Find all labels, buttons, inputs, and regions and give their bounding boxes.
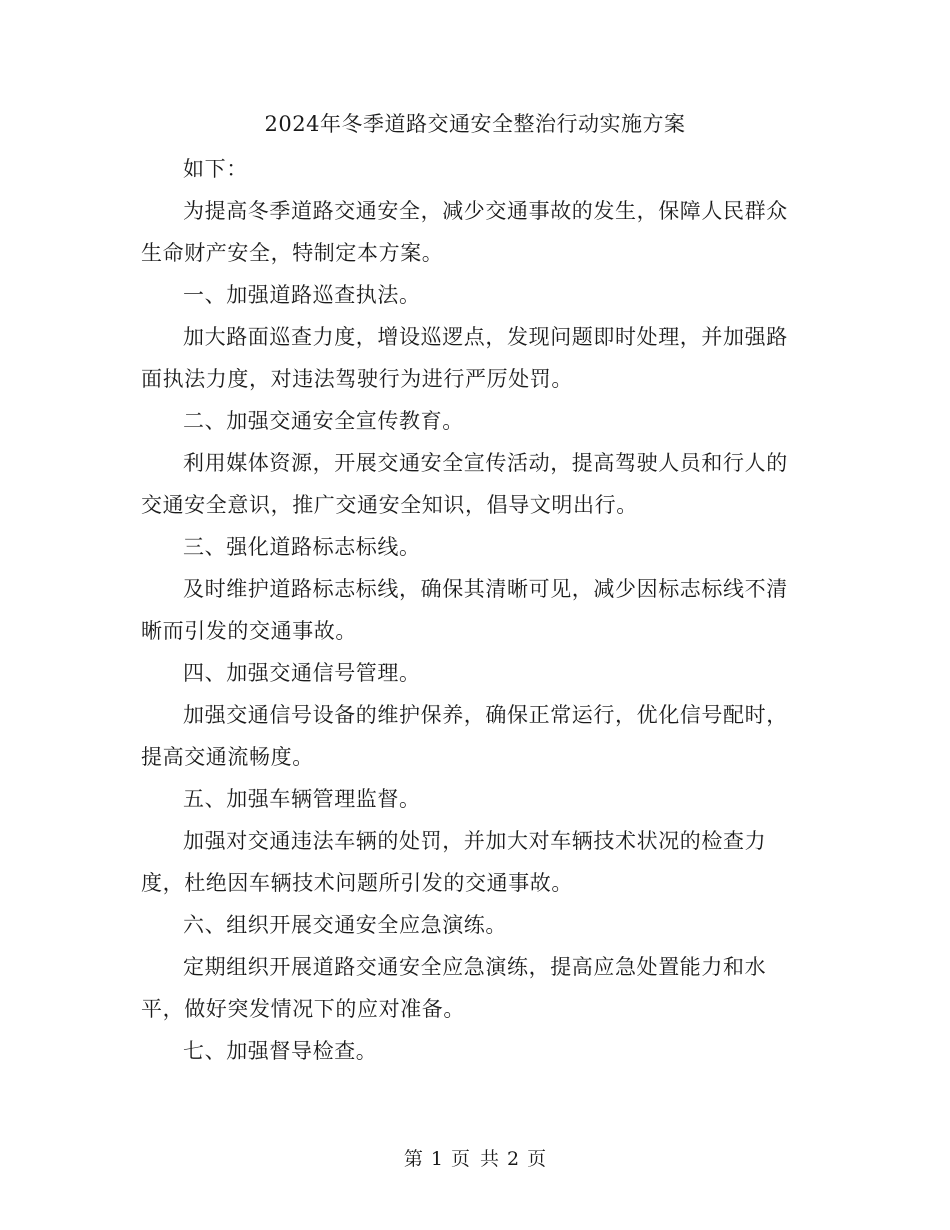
section-body-1: 加大路面巡查力度，增设巡逻点，发现问题即时处理，并加强路面执法力度，对违法驾驶行为进行严厉处罚。 bbox=[141, 325, 788, 391]
section-heading-7: 七、加强督导检查。 bbox=[183, 1039, 378, 1063]
paragraph-intro: 如下： bbox=[183, 157, 248, 181]
section-heading-4: 四、加强交通信号管理。 bbox=[183, 661, 421, 685]
page-footer bbox=[0, 1144, 950, 1174]
page-label-suffix: 页 bbox=[527, 1148, 547, 1170]
page-label-prefix: 第 bbox=[403, 1148, 423, 1170]
section-heading-3: 三、强化道路标志标线。 bbox=[183, 535, 421, 559]
document-body bbox=[141, 148, 801, 1072]
section-body-5: 加强对交通违法车辆的处罚，并加大对车辆技术状况的检查力度，杜绝因车辆技术问题所引发的交通事故。 bbox=[141, 829, 767, 895]
section-body-3: 及时维护道路标志标线，确保其清晰可见，减少因标志标线不清晰而引发的交通事故。 bbox=[141, 577, 788, 643]
page-label-mid: 页 共 bbox=[450, 1148, 500, 1170]
section-heading-5: 五、加强车辆管理监督。 bbox=[183, 787, 421, 811]
section-heading-6: 六、组织开展交通安全应急演练。 bbox=[183, 913, 507, 937]
paragraph-purpose: 为提高冬季道路交通安全，减少交通事故的发生，保障人民群众生命财产安全，特制定本方案。 bbox=[141, 199, 788, 265]
section-body-4: 加强交通信号设备的维护保养，确保正常运行，优化信号配时，提高交通流畅度。 bbox=[141, 703, 788, 769]
page-number: 1 bbox=[430, 1148, 443, 1170]
page-total: 2 bbox=[507, 1148, 520, 1170]
section-heading-2: 二、加强交通安全宣传教育。 bbox=[183, 409, 464, 433]
section-body-2: 利用媒体资源，开展交通安全宣传活动，提高驾驶人员和行人的交通安全意识，推广交通安全知识，倡导文明出行。 bbox=[141, 451, 788, 517]
document-title: 2024年冬季道路交通安全整治行动实施方案 bbox=[264, 112, 686, 136]
section-heading-1: 一、加强道路巡查执法。 bbox=[183, 283, 421, 307]
section-body-6: 定期组织开展道路交通安全应急演练，提高应急处置能力和水平，做好突发情况下的应对准备。 bbox=[141, 955, 767, 1021]
